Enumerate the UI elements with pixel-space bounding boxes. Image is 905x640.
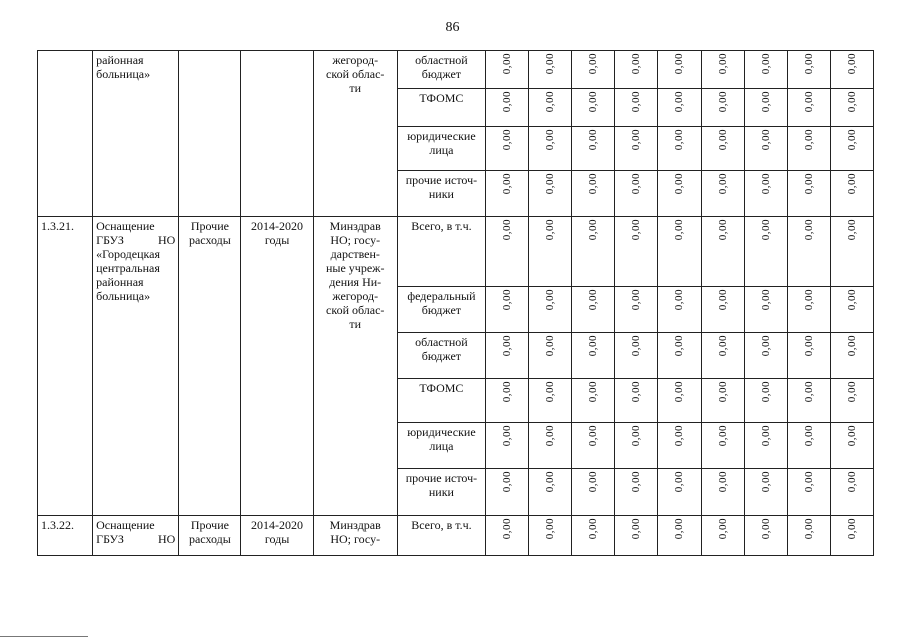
value: 0,00 xyxy=(544,173,557,195)
value-cell xyxy=(529,516,572,556)
value-cell xyxy=(701,171,744,217)
table-row xyxy=(38,217,874,287)
value-cell xyxy=(744,51,787,89)
value: 0,00 xyxy=(544,381,557,403)
value: 0,00 xyxy=(802,289,815,311)
expense-type xyxy=(179,516,241,556)
value-cell xyxy=(529,89,572,127)
value: 0,00 xyxy=(716,91,729,113)
value-cell xyxy=(486,469,529,516)
value-cell xyxy=(658,51,701,89)
period xyxy=(241,217,313,516)
funding-source xyxy=(397,217,485,287)
value-cell xyxy=(787,423,830,469)
value-cell xyxy=(830,469,873,516)
executor-line: жегород- xyxy=(332,53,379,67)
value: 0,00 xyxy=(501,425,514,447)
value-cell xyxy=(701,423,744,469)
value: 0,00 xyxy=(716,335,729,357)
value: 0,00 xyxy=(544,219,557,241)
value: 0,00 xyxy=(501,471,514,493)
value-cell xyxy=(658,217,701,287)
value: 0,00 xyxy=(544,471,557,493)
value-cell xyxy=(572,51,615,89)
value-cell xyxy=(701,89,744,127)
funding-source-line: юридические xyxy=(407,425,476,439)
funding-source xyxy=(397,516,485,556)
funding-source-line: Всего, в т.ч. xyxy=(411,219,472,233)
value-cell xyxy=(830,287,873,333)
value: 0,00 xyxy=(544,335,557,357)
value-cell xyxy=(572,127,615,171)
value-cell xyxy=(615,171,658,217)
value: 0,00 xyxy=(501,289,514,311)
value-cell xyxy=(787,379,830,423)
period xyxy=(241,51,313,217)
period-line: 2014-2020 xyxy=(251,518,304,532)
value-cell xyxy=(658,171,701,217)
value-cell xyxy=(658,379,701,423)
value: 0,00 xyxy=(845,129,858,151)
funding-source-line: бюджет xyxy=(421,349,462,363)
value: 0,00 xyxy=(845,425,858,447)
value: 0,00 xyxy=(845,173,858,195)
value-cell xyxy=(529,423,572,469)
value-cell xyxy=(615,127,658,171)
value-cell xyxy=(744,287,787,333)
value: 0,00 xyxy=(630,173,643,195)
value: 0,00 xyxy=(673,219,686,241)
executor xyxy=(313,516,397,556)
value: 0,00 xyxy=(544,129,557,151)
value-cell xyxy=(701,217,744,287)
funding-source-line: областной xyxy=(415,335,468,349)
funding-source-line: юридические xyxy=(407,129,476,143)
value-cell xyxy=(486,333,529,379)
value: 0,00 xyxy=(630,129,643,151)
value: 0,00 xyxy=(630,53,643,75)
value: 0,00 xyxy=(845,471,858,493)
item-name-line: центральная xyxy=(96,261,160,275)
value-cell xyxy=(830,333,873,379)
period xyxy=(241,516,313,556)
value: 0,00 xyxy=(544,289,557,311)
value: 0,00 xyxy=(716,518,729,540)
value-cell xyxy=(529,287,572,333)
table-row xyxy=(38,51,874,89)
value: 0,00 xyxy=(544,91,557,113)
funding-source xyxy=(397,333,485,379)
item-name-line: Оснащение xyxy=(96,219,155,233)
value: 0,00 xyxy=(759,173,772,195)
value-cell xyxy=(572,171,615,217)
value: 0,00 xyxy=(587,219,600,241)
value-cell xyxy=(830,171,873,217)
item-name-word: ГБУЗ xyxy=(96,532,124,546)
value-cell xyxy=(787,516,830,556)
value-cell xyxy=(744,516,787,556)
value: 0,00 xyxy=(716,53,729,75)
expense-type xyxy=(179,51,241,217)
value-cell xyxy=(529,379,572,423)
value-cell xyxy=(529,469,572,516)
funding-source xyxy=(397,469,485,516)
period-line: годы xyxy=(264,532,290,546)
item-name-word: НО xyxy=(157,233,176,247)
value-cell xyxy=(529,217,572,287)
value: 0,00 xyxy=(673,518,686,540)
value: 0,00 xyxy=(501,219,514,241)
value: 0,00 xyxy=(673,129,686,151)
value-cell xyxy=(830,217,873,287)
value: 0,00 xyxy=(673,289,686,311)
executor-line: ской облас- xyxy=(326,67,385,81)
value: 0,00 xyxy=(759,129,772,151)
value: 0,00 xyxy=(802,173,815,195)
value: 0,00 xyxy=(587,173,600,195)
value-cell xyxy=(787,51,830,89)
value-cell xyxy=(572,423,615,469)
funding-source-line: федеральный xyxy=(407,289,476,303)
value: 0,00 xyxy=(587,91,600,113)
table-row xyxy=(38,516,874,556)
item-name xyxy=(93,51,179,217)
item-name xyxy=(93,516,179,556)
executor xyxy=(313,217,397,516)
value: 0,00 xyxy=(759,381,772,403)
value-cell xyxy=(615,379,658,423)
value-cell xyxy=(701,127,744,171)
value: 0,00 xyxy=(673,53,686,75)
executor-line: дения Ни- xyxy=(329,275,382,289)
value-cell xyxy=(572,333,615,379)
value-cell xyxy=(744,127,787,171)
value: 0,00 xyxy=(759,91,772,113)
value: 0,00 xyxy=(501,53,514,75)
value: 0,00 xyxy=(802,471,815,493)
funding-source-line: ТФОМС xyxy=(419,381,464,395)
item-name-word: ГБУЗ xyxy=(96,233,124,247)
value-cell xyxy=(486,379,529,423)
value: 0,00 xyxy=(716,471,729,493)
expense-type-line: Прочие xyxy=(190,219,229,233)
value-cell xyxy=(701,516,744,556)
value-cell xyxy=(701,287,744,333)
value-cell xyxy=(486,89,529,127)
funding-source-line: прочие источ- xyxy=(405,173,478,187)
value-cell xyxy=(615,469,658,516)
value: 0,00 xyxy=(759,425,772,447)
period-line: 2014-2020 xyxy=(251,219,304,233)
value-cell xyxy=(658,287,701,333)
value: 0,00 xyxy=(759,335,772,357)
value-cell xyxy=(701,379,744,423)
value: 0,00 xyxy=(544,425,557,447)
executor-line: ные учреж- xyxy=(326,261,385,275)
value: 0,00 xyxy=(673,335,686,357)
item-name xyxy=(93,217,179,516)
value-cell xyxy=(701,333,744,379)
value-cell xyxy=(572,469,615,516)
value-cell xyxy=(615,51,658,89)
value-cell xyxy=(658,127,701,171)
item-name-line: районная xyxy=(96,53,144,67)
value: 0,00 xyxy=(716,219,729,241)
value: 0,00 xyxy=(845,91,858,113)
value-cell xyxy=(572,379,615,423)
period-line: годы xyxy=(264,233,290,247)
value: 0,00 xyxy=(630,219,643,241)
funding-source-line: областной xyxy=(415,53,468,67)
value: 0,00 xyxy=(673,425,686,447)
funding-source xyxy=(397,171,485,217)
value: 0,00 xyxy=(716,381,729,403)
value: 0,00 xyxy=(802,335,815,357)
value: 0,00 xyxy=(630,289,643,311)
value: 0,00 xyxy=(802,91,815,113)
value-cell xyxy=(787,89,830,127)
funding-source-line: прочие источ- xyxy=(405,471,478,485)
value-cell xyxy=(486,127,529,171)
funding-source xyxy=(397,423,485,469)
value: 0,00 xyxy=(587,518,600,540)
value: 0,00 xyxy=(673,91,686,113)
value-cell xyxy=(787,127,830,171)
value: 0,00 xyxy=(759,518,772,540)
value: 0,00 xyxy=(759,219,772,241)
value-cell xyxy=(787,469,830,516)
footnote-separator xyxy=(0,636,88,637)
value-cell xyxy=(830,127,873,171)
value: 0,00 xyxy=(501,518,514,540)
value-cell xyxy=(658,469,701,516)
funding-source-line: ТФОМС xyxy=(419,91,464,105)
item-name-line: больница» xyxy=(96,67,151,81)
funding-source xyxy=(397,51,485,89)
value-cell xyxy=(486,217,529,287)
value-cell xyxy=(486,171,529,217)
value: 0,00 xyxy=(802,129,815,151)
item-name-line: районная xyxy=(96,275,144,289)
value-cell xyxy=(486,51,529,89)
funding-source-line: бюджет xyxy=(421,67,462,81)
value: 0,00 xyxy=(587,335,600,357)
value-cell xyxy=(787,171,830,217)
value: 0,00 xyxy=(587,129,600,151)
value: 0,00 xyxy=(673,381,686,403)
item-name-word: НО xyxy=(157,532,176,546)
funding-source-line: Всего, в т.ч. xyxy=(411,518,472,532)
executor-line: ти xyxy=(349,81,362,95)
item-name-line xyxy=(96,233,175,247)
value: 0,00 xyxy=(630,425,643,447)
value-cell xyxy=(744,469,787,516)
value-cell xyxy=(830,423,873,469)
executor-line: дарствен- xyxy=(330,247,380,261)
value: 0,00 xyxy=(587,381,600,403)
funding-source-line: ники xyxy=(428,485,454,499)
executor-line: ской облас- xyxy=(326,303,385,317)
item-name-line: больница» xyxy=(96,289,151,303)
value-cell xyxy=(744,379,787,423)
value: 0,00 xyxy=(630,335,643,357)
value-cell xyxy=(658,423,701,469)
value: 0,00 xyxy=(802,518,815,540)
value-cell xyxy=(529,51,572,89)
value-cell xyxy=(615,287,658,333)
value: 0,00 xyxy=(673,173,686,195)
executor xyxy=(313,51,397,217)
executor-line: ти xyxy=(349,317,362,331)
value: 0,00 xyxy=(673,471,686,493)
value-cell xyxy=(529,127,572,171)
value: 0,00 xyxy=(845,289,858,311)
value-cell xyxy=(830,379,873,423)
value: 0,00 xyxy=(544,53,557,75)
expense-type-line: расходы xyxy=(188,233,231,247)
value: 0,00 xyxy=(759,289,772,311)
expense-type-line: расходы xyxy=(188,532,231,546)
value-cell xyxy=(615,516,658,556)
value: 0,00 xyxy=(587,425,600,447)
value-cell xyxy=(658,89,701,127)
value: 0,00 xyxy=(759,53,772,75)
value-cell xyxy=(615,333,658,379)
value-cell xyxy=(744,423,787,469)
value: 0,00 xyxy=(845,381,858,403)
funding-source-line: лица xyxy=(429,439,454,453)
value: 0,00 xyxy=(802,219,815,241)
value-cell xyxy=(615,217,658,287)
value: 0,00 xyxy=(716,289,729,311)
item-number: 1.3.22. xyxy=(38,516,93,556)
value-cell xyxy=(529,171,572,217)
funding-source-line: ники xyxy=(428,187,454,201)
value: 0,00 xyxy=(802,53,815,75)
funding-source-line: бюджет xyxy=(421,303,462,317)
value-cell xyxy=(572,89,615,127)
value-cell xyxy=(486,287,529,333)
executor-line: Минздрав xyxy=(329,518,381,532)
value-cell xyxy=(744,217,787,287)
value: 0,00 xyxy=(501,173,514,195)
executor-line: НО; госу- xyxy=(330,532,381,546)
funding-source xyxy=(397,89,485,127)
item-name-line: «Городецкая xyxy=(96,247,161,261)
expense-type-line: Прочие xyxy=(190,518,229,532)
value-cell xyxy=(572,217,615,287)
value: 0,00 xyxy=(845,53,858,75)
value-cell xyxy=(787,287,830,333)
value-cell xyxy=(830,516,873,556)
value: 0,00 xyxy=(501,381,514,403)
value-cell xyxy=(572,516,615,556)
funding-source xyxy=(397,287,485,333)
value-cell xyxy=(615,89,658,127)
value-cell xyxy=(658,516,701,556)
item-name-line xyxy=(96,532,175,546)
value: 0,00 xyxy=(759,471,772,493)
budget-table xyxy=(37,50,874,556)
value-cell xyxy=(615,423,658,469)
item-name-line: Оснащение xyxy=(96,518,155,532)
value: 0,00 xyxy=(630,518,643,540)
page-number: 86 xyxy=(445,20,460,35)
funding-source xyxy=(397,379,485,423)
value-cell xyxy=(830,89,873,127)
value: 0,00 xyxy=(802,381,815,403)
value: 0,00 xyxy=(716,425,729,447)
value-cell xyxy=(701,51,744,89)
value-cell xyxy=(486,423,529,469)
value: 0,00 xyxy=(845,518,858,540)
value-cell xyxy=(744,333,787,379)
funding-source xyxy=(397,127,485,171)
expense-type xyxy=(179,217,241,516)
item-number: 1.3.21. xyxy=(38,217,93,516)
value-cell xyxy=(830,51,873,89)
executor-line: НО; госу- xyxy=(330,233,381,247)
value: 0,00 xyxy=(802,425,815,447)
value-cell xyxy=(486,516,529,556)
funding-source-line: лица xyxy=(429,143,454,157)
executor-line: Минздрав xyxy=(329,219,381,233)
value: 0,00 xyxy=(501,335,514,357)
value: 0,00 xyxy=(845,219,858,241)
value-cell xyxy=(744,171,787,217)
value-cell xyxy=(658,333,701,379)
executor-line: жегород- xyxy=(332,289,379,303)
value: 0,00 xyxy=(716,173,729,195)
value-cell xyxy=(529,333,572,379)
value-cell xyxy=(744,89,787,127)
value: 0,00 xyxy=(630,471,643,493)
value-cell xyxy=(787,333,830,379)
value: 0,00 xyxy=(630,91,643,113)
value: 0,00 xyxy=(630,381,643,403)
value: 0,00 xyxy=(544,518,557,540)
value: 0,00 xyxy=(587,471,600,493)
item-number xyxy=(38,51,93,217)
value: 0,00 xyxy=(845,335,858,357)
value-cell xyxy=(572,287,615,333)
value: 0,00 xyxy=(587,289,600,311)
value: 0,00 xyxy=(501,91,514,113)
value: 0,00 xyxy=(501,129,514,151)
value: 0,00 xyxy=(716,129,729,151)
value-cell xyxy=(787,217,830,287)
value: 0,00 xyxy=(587,53,600,75)
value-cell xyxy=(701,469,744,516)
